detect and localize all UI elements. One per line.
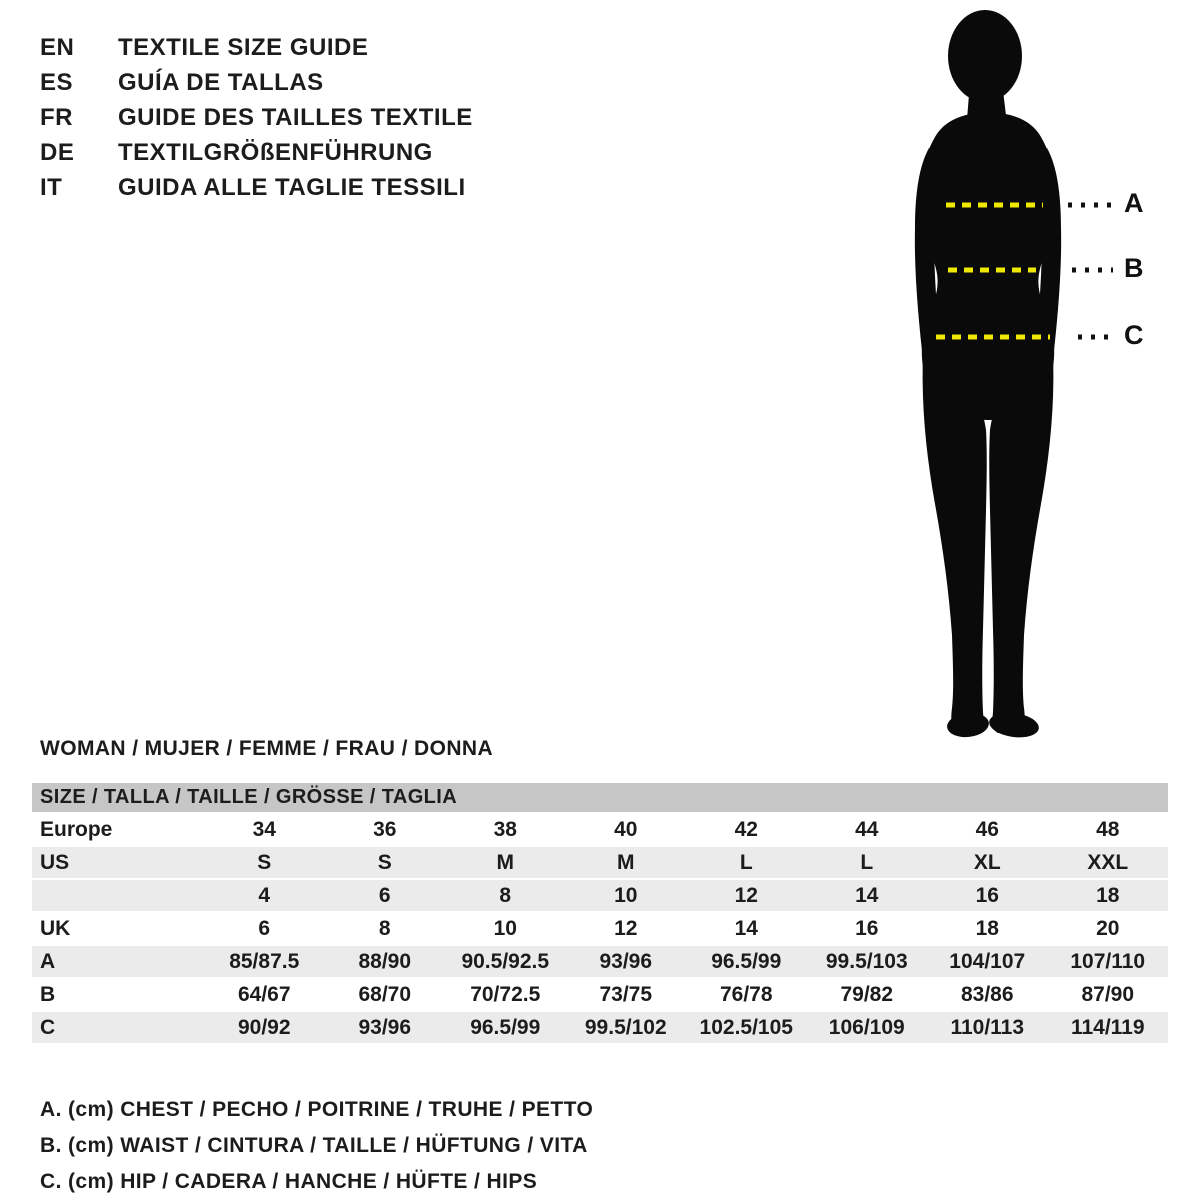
size-cell: 114/119 [1048, 1011, 1169, 1044]
size-cell: L [807, 846, 928, 879]
size-cell: M [445, 846, 566, 879]
size-cell: 106/109 [807, 1011, 928, 1044]
language-row [40, 65, 473, 100]
size-cell: 46 [975, 817, 999, 841]
size-cell: 10 [566, 879, 687, 912]
size-cell: 107/110 [1048, 945, 1169, 978]
measurement-figure [888, 0, 1200, 760]
size-cell: 40 [614, 817, 638, 841]
language-code: FR [40, 104, 73, 131]
row-label [32, 879, 204, 912]
woman-silhouette [915, 10, 1061, 740]
size-cell: 18 [1048, 879, 1169, 912]
size-cell: 12 [686, 879, 807, 912]
row-label: C [32, 1011, 204, 1044]
size-cell: 76/78 [719, 982, 773, 1006]
size-row-hip-c [32, 1011, 1168, 1044]
size-cell: 38 [493, 817, 517, 841]
size-cell: 6 [325, 879, 446, 912]
language-row [40, 170, 473, 205]
size-cell: 99.5/103 [807, 945, 928, 978]
size-cell: XL [927, 846, 1048, 879]
size-cell: 16 [855, 916, 879, 940]
legend-hip: C. (cm) HIP / CADERA / HANCHE / HÜFTE / HIPS [40, 1170, 538, 1193]
legend-waist: B. (cm) WAIST / CINTURA / TAILLE / HÜFTUNG / VITA [40, 1134, 588, 1157]
size-cell: M [566, 846, 687, 879]
size-cell: 4 [204, 879, 325, 912]
measurement-legend [40, 1092, 593, 1200]
size-cell: 104/107 [927, 945, 1048, 978]
size-cell: 14 [734, 916, 758, 940]
language-title: GUIDE DES TAILLES TEXTILE [118, 104, 473, 131]
size-cell: 96.5/99 [686, 945, 807, 978]
size-cell: 79/82 [840, 982, 894, 1006]
size-cell: XXL [1048, 846, 1169, 879]
marker-label-waist: B [1124, 253, 1144, 283]
size-cell: 88/90 [325, 945, 446, 978]
language-title: GUÍA DE TALLAS [118, 69, 324, 96]
language-code: ES [40, 69, 74, 96]
size-row-europe [32, 813, 1168, 846]
language-code: IT [40, 174, 63, 201]
size-cell: 90/92 [204, 1011, 325, 1044]
size-cell: 36 [373, 817, 397, 841]
size-cell: S [204, 846, 325, 879]
size-cell: 16 [927, 879, 1048, 912]
size-row-uk [32, 912, 1168, 945]
size-cell: S [325, 846, 446, 879]
size-cell: 99.5/102 [566, 1011, 687, 1044]
size-cell: 102.5/105 [686, 1011, 807, 1044]
language-title: TEXTILGRÖßENFÜHRUNG [118, 139, 433, 166]
language-row [40, 135, 473, 170]
size-cell: 96.5/99 [445, 1011, 566, 1044]
size-cell: 12 [614, 916, 638, 940]
size-cell: 8 [445, 879, 566, 912]
size-cell: 10 [493, 916, 517, 940]
row-label: US [32, 846, 204, 879]
legend-chest: A. (cm) CHEST / PECHO / POITRINE / TRUHE / PETTO [40, 1098, 594, 1121]
size-row-us-numeric [32, 879, 1168, 912]
size-cell: 64/67 [237, 982, 291, 1006]
language-title: GUIDA ALLE TAGLIE TESSILI [118, 174, 466, 201]
size-cell: 44 [855, 817, 879, 841]
marker-label-hip: C [1124, 320, 1144, 350]
size-cell: 110/113 [927, 1011, 1048, 1044]
size-row-chest-a [32, 945, 1168, 978]
size-cell: 42 [734, 817, 758, 841]
size-cell: 68/70 [358, 982, 412, 1006]
row-label: A [32, 945, 204, 978]
size-cell: 90.5/92.5 [445, 945, 566, 978]
size-cell: 93/96 [566, 945, 687, 978]
language-row [40, 30, 473, 65]
size-table [32, 783, 1168, 1045]
size-cell: 70/72.5 [470, 982, 541, 1006]
size-cell: 83/86 [960, 982, 1014, 1006]
size-cell: 18 [975, 916, 999, 940]
size-cell: 8 [378, 916, 391, 940]
language-title: TEXTILE SIZE GUIDE [118, 34, 369, 61]
woman-silhouette-svg [888, 0, 1200, 760]
size-table-header-row [32, 783, 1168, 813]
size-row-waist-b [32, 978, 1168, 1011]
row-label: UK [40, 916, 71, 940]
row-label: Europe [40, 817, 113, 841]
size-cell: 14 [807, 879, 928, 912]
language-code: DE [40, 139, 75, 166]
size-table-header: SIZE / TALLA / TAILLE / GRÖSSE / TAGLIA [32, 783, 1168, 813]
size-row-us-letter [32, 846, 1168, 879]
size-cell: 6 [258, 916, 271, 940]
row-label: B [40, 982, 56, 1006]
size-cell: 93/96 [325, 1011, 446, 1044]
language-title-list [40, 30, 473, 205]
size-cell: L [686, 846, 807, 879]
size-cell: 87/90 [1081, 982, 1135, 1006]
language-code: EN [40, 34, 75, 61]
size-cell: 48 [1096, 817, 1120, 841]
size-cell: 34 [252, 817, 276, 841]
size-cell: 85/87.5 [204, 945, 325, 978]
language-row [40, 100, 473, 135]
section-title-woman: WOMAN / MUJER / FEMME / FRAU / DONNA [40, 737, 494, 760]
size-cell: 20 [1096, 916, 1120, 940]
size-cell: 73/75 [599, 982, 653, 1006]
marker-label-chest: A [1124, 188, 1144, 218]
